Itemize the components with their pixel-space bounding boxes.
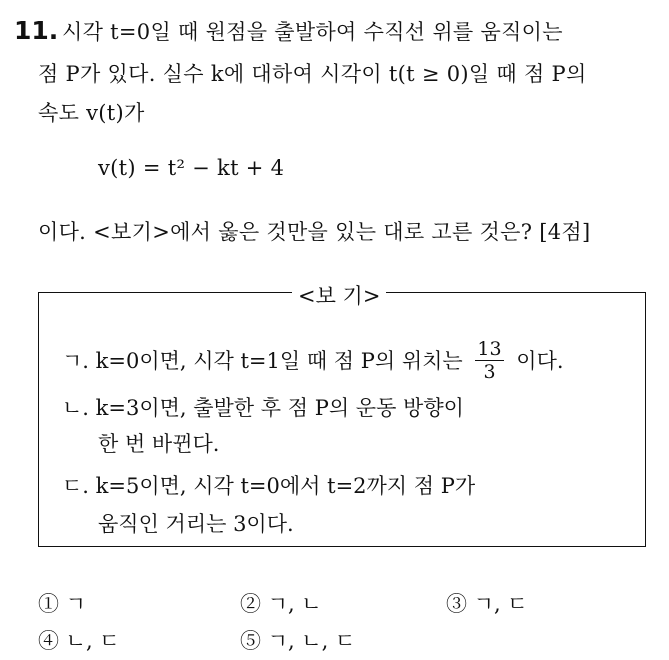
fraction-denominator: 3 <box>483 361 496 383</box>
velocity-formula: v(t) = t² − kt + 4 <box>98 156 285 180</box>
choice-3[interactable]: ③ ㄱ, ㄷ <box>446 592 528 616</box>
choice-5[interactable]: ⑤ ㄱ, ㄴ, ㄷ <box>240 629 356 653</box>
choice-4[interactable]: ④ ㄴ, ㄷ <box>38 629 120 653</box>
question-number: 11. <box>14 16 59 45</box>
bogi-item-2-line-1: ㄴ. k=3이면, 출발한 후 점 P의 운동 방향이 <box>62 396 464 420</box>
choice-2[interactable]: ② ㄱ, ㄴ <box>240 592 322 616</box>
question-text-line-1: 시각 t=0일 때 원점을 출발하여 수직선 위를 움직이는 <box>62 20 563 44</box>
question-text-line-2: 점 P가 있다. 실수 k에 대하여 시각이 t(t ≥ 0)일 때 점 P의 <box>38 62 587 86</box>
fraction <box>475 338 503 383</box>
question-instruction: 이다. <보기>에서 옳은 것만을 있는 대로 고른 것은? [4점] <box>38 220 591 244</box>
bogi-item-1-text: ㄱ. k=0이면, 시각 t=1일 때 점 P의 위치는 <box>62 349 463 373</box>
bogi-title: <보 기> <box>292 280 386 310</box>
bogi-item-1-suffix: 이다. <box>516 349 564 373</box>
bogi-item-2-line-2: 한 번 바뀐다. <box>98 432 220 456</box>
fraction-numerator: 13 <box>477 338 502 360</box>
bogi-item-1 <box>62 340 564 385</box>
question-text-line-3: 속도 v(t)가 <box>38 101 145 125</box>
choice-1[interactable]: ① ㄱ <box>38 592 86 616</box>
bogi-item-3-line-1: ㄷ. k=5이면, 시각 t=0에서 t=2까지 점 P가 <box>62 474 476 498</box>
bogi-item-3-line-2: 움직인 거리는 3이다. <box>98 512 294 536</box>
